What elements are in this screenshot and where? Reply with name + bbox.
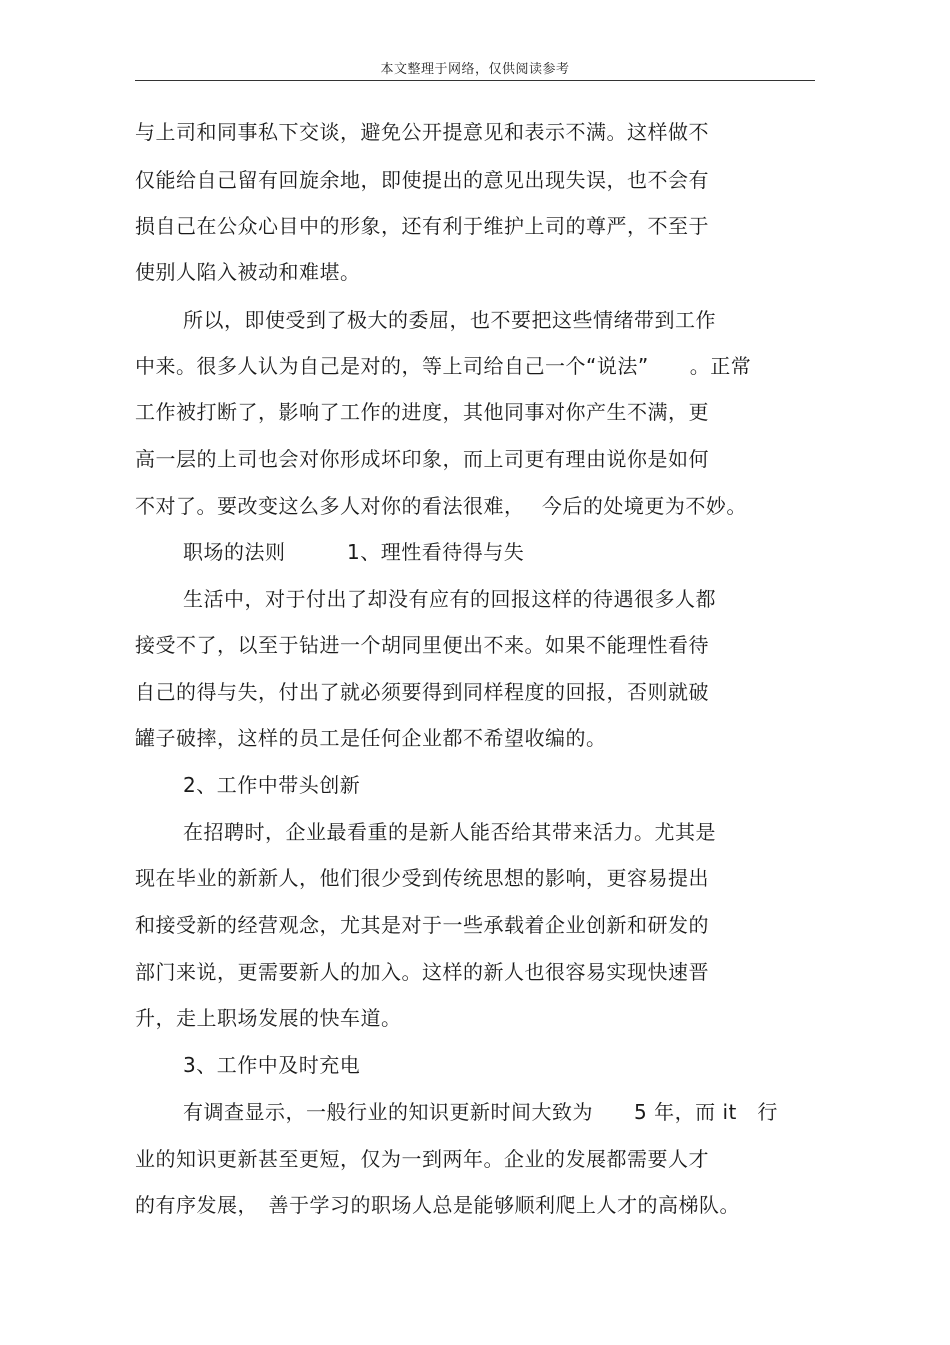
body-line: 接受不了，以至于钻进一个胡同里便出不来。如果不能理性看待	[135, 633, 709, 657]
body-line: 仅能给自己留有回旋余地，即使提出的意见出现失误，也不会有	[135, 168, 709, 192]
body-line: 所以，即使受到了极大的委屈，也不要把这些情绪带到工作	[183, 308, 716, 332]
body-line: 损自己在公众心目中的形象，还有利于维护上司的尊严，不至于	[135, 214, 709, 238]
section-heading: 3、工作中及时充电	[183, 1053, 361, 1077]
body-line: 生活中，对于付出了却没有应有的回报这样的待遇很多人都	[183, 587, 716, 611]
body-line: 升，走上职场发展的快车道。	[135, 1006, 402, 1030]
page-header: 本文整理于网络，仅供阅读参考	[380, 62, 570, 77]
body-line: 现在毕业的新新人，他们很少受到传统思想的影响，更容易提出	[135, 866, 709, 890]
body-line: 部门来说，更需要新人的加入。这样的新人也很容易实现快速晋	[135, 960, 709, 984]
body-line: 业的知识更新甚至更短，仅为一到两年。企业的发展都需要人才	[135, 1147, 709, 1171]
body-line: 罐子破摔，这样的员工是任何企业都不希望收编的。	[135, 726, 607, 750]
body-line: 与上司和同事私下交谈，避免公开提意见和表示不满。这样做不	[135, 120, 709, 144]
body-line: 自己的得与失，付出了就必须要得到同样程度的回报，否则就破	[135, 680, 709, 704]
body-line: 和接受新的经营观念，尤其是对于一些承载着企业创新和研发的	[135, 913, 709, 937]
section-heading: 职场的法则 1、理性看待得与失	[183, 540, 525, 564]
body-line: 工作被打断了，影响了工作的进度，其他同事对你产生不满，更	[135, 400, 709, 424]
section-heading: 2、工作中带头创新	[183, 773, 361, 797]
body-line: 的有序发展， 善于学习的职场人总是能够顺利爬上人才的高梯队。	[135, 1193, 740, 1217]
body-line: 有调查显示，一般行业的知识更新时间大致为 5 年，而 it 行	[183, 1100, 778, 1124]
body-line: 高一层的上司也会对你形成坏印象，而上司更有理由说你是如何	[135, 447, 709, 471]
body-line: 在招聘时，企业最看重的是新人能否给其带来活力。尤其是	[183, 820, 716, 844]
body-line: 使别人陷入被动和难堪。	[135, 260, 361, 284]
body-line: 中来。很多人认为自己是对的，等上司给自己一个“说法” 。正常	[135, 354, 752, 378]
body-line: 不对了。要改变这么多人对你的看法很难， 今后的处境更为不妙。	[135, 494, 747, 518]
header-divider	[135, 80, 815, 81]
